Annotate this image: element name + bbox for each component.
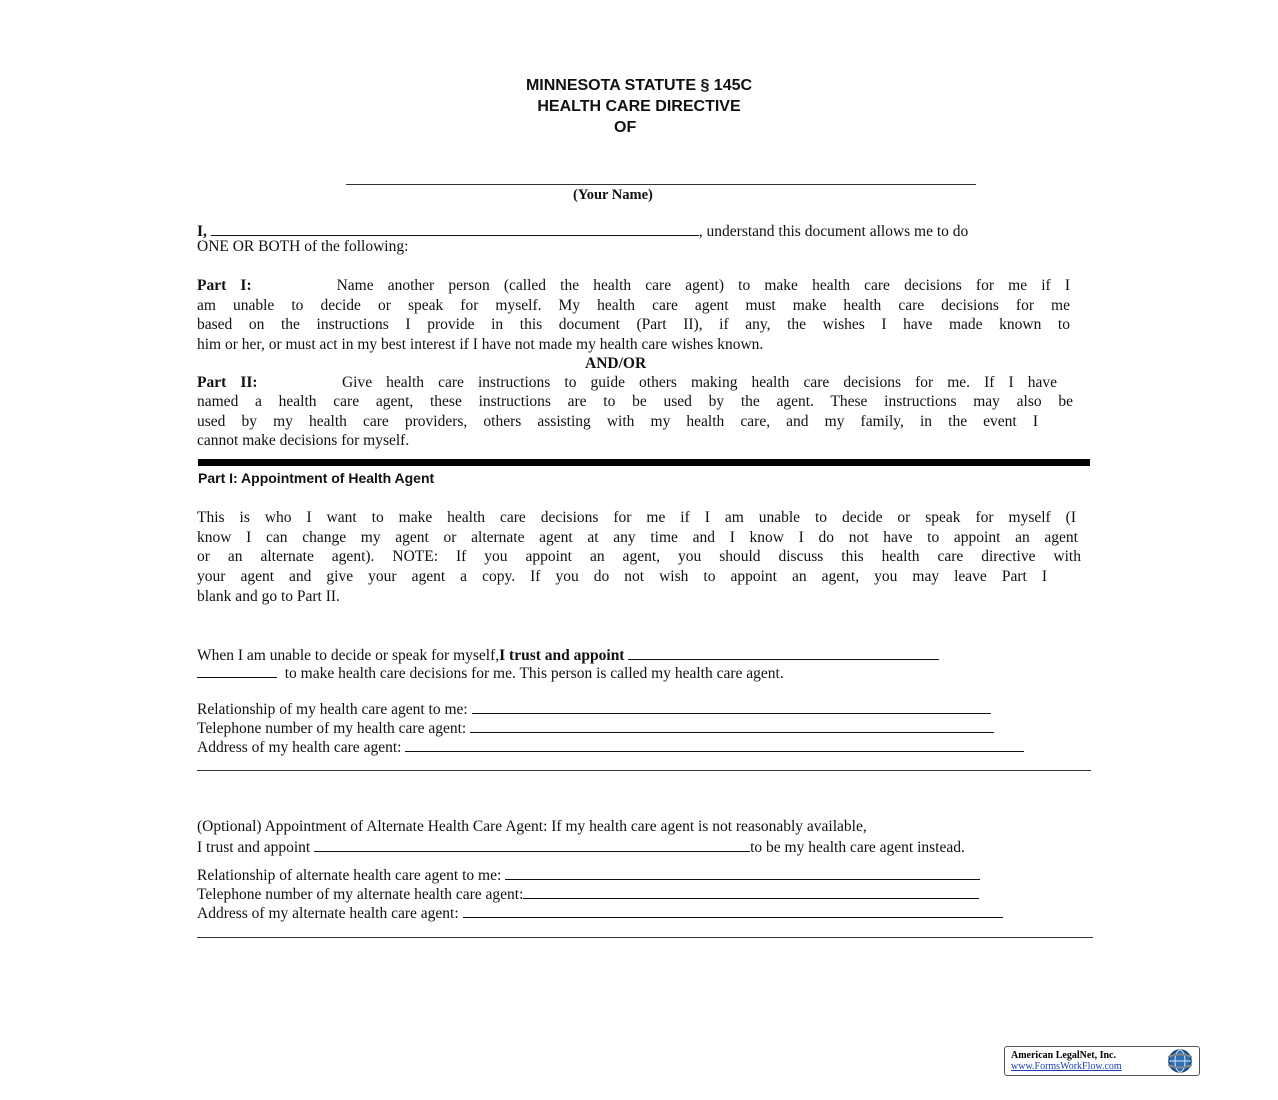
footer-url-link[interactable]: www.FormsWorkFlow.com [1011, 1061, 1122, 1072]
appointment-para-line: know I can change my agent or alternate agent at any time and I know I do not have to appoint an agent [197, 529, 1078, 546]
agent-telephone-row [197, 718, 994, 739]
alternate-telephone-field[interactable] [523, 884, 979, 899]
appointment-para-line: your agent and give your agent a copy. If you do not wish to appoint an agent, you may leave Part I [197, 568, 1047, 585]
alternate-telephone-label: Telephone number of my alternate health care agent: [197, 886, 524, 903]
your-name-label: (Your Name) [573, 187, 653, 203]
trust-bold: I trust and appoint [499, 647, 625, 664]
and-or-label: AND/OR [585, 355, 647, 372]
alternate-line2 [197, 837, 965, 858]
part2-summary-line: used by my health care providers, others assisting with my health care, and my family, in the event I [197, 413, 1038, 430]
alternate-address-field-line2[interactable] [197, 937, 1093, 938]
trust-prefix: When I am unable to decide or speak for myself, [197, 647, 500, 664]
part1-summary-line: am unable to decide or speak for myself. My health care agent must make health care decisions for me [197, 297, 1070, 314]
part2-summary-line: Part II: Give health care instructions to guide others making health care decisions for me. If I have [197, 374, 1057, 391]
agent-address-label: Address of my health care agent: [197, 739, 402, 756]
part2-summary-line: named a health care agent, these instructions are to be used by the agent. These instructions may also be [197, 393, 1073, 410]
agent-name-field[interactable] [628, 645, 939, 660]
agent-telephone-field[interactable] [470, 718, 994, 733]
alternate-address-field[interactable] [463, 903, 1003, 918]
form-title-line1: MINNESOTA STATUTE § 145C [525, 77, 753, 94]
footer-logo [1004, 1046, 1200, 1076]
part1-summary-line: him or her, or must act in my best interest if I have not made my health care wishes known. [197, 336, 764, 353]
agent-relationship-label: Relationship of my health care agent to me: [197, 701, 468, 718]
alternate-telephone-row [197, 884, 979, 905]
part2-summary-line: cannot make decisions for myself. [197, 432, 410, 449]
agent-address-field[interactable] [405, 737, 1024, 752]
intro-line2: ONE OR BOTH of the following: [197, 238, 409, 255]
footer-company-name: American LegalNet, Inc. [1011, 1050, 1116, 1061]
form-title-line2: HEALTH CARE DIRECTIVE [537, 98, 741, 115]
section-title: Part I: Appointment of Health Agent [198, 470, 435, 486]
intro-name-field[interactable] [211, 221, 699, 236]
alternate-address-row [197, 903, 1003, 924]
part2-label: Part II: [197, 374, 258, 391]
intro-i-label: I, [197, 223, 207, 240]
alternate-relationship-field[interactable] [505, 865, 980, 880]
agent-address-field-line2[interactable] [197, 770, 1091, 771]
agent-name-field-continued[interactable] [197, 663, 277, 678]
alternate-relationship-label: Relationship of alternate health care agent to me: [197, 867, 502, 884]
agent-address-row [197, 737, 1024, 758]
appointment-para-line: blank and go to Part II. [197, 588, 340, 605]
agent-relationship-field[interactable] [472, 699, 991, 714]
your-name-field[interactable] [346, 184, 976, 185]
trust-line2 [197, 663, 784, 684]
form-title-line3: OF [614, 119, 637, 136]
alternate-line1: (Optional) Appointment of Alternate Health Care Agent: If my health care agent is not reasonably available, [197, 818, 867, 835]
part1-summary-line: based on the instructions I provide in this document (Part II), if any, the wishes I have made known to [197, 316, 1070, 333]
part1-label: Part I: [197, 277, 252, 294]
agent-telephone-label: Telephone number of my health care agent: [197, 720, 467, 737]
part1-summary-line: Part I: Name another person (called the health care agent) to make health care decisions for me if I [197, 277, 1071, 294]
intro-understand-text: , understand this document allows me to do [698, 223, 969, 240]
alternate-suffix: to be my health care agent instead. [750, 839, 965, 856]
trust-line2-text: to make health care decisions for me. This person is called my health care agent. [284, 665, 784, 682]
alternate-relationship-row [197, 865, 980, 886]
appointment-para-line: This is who I want to make health care decisions for me if I am unable to decide or speak for myself (I [197, 509, 1076, 526]
appointment-para-line: or an alternate agent). NOTE: If you appoint an agent, you should discuss this health care directive with [197, 548, 1081, 565]
agent-relationship-row [197, 699, 991, 720]
alternate-address-label: Address of my alternate health care agent: [197, 905, 459, 922]
alternate-name-field[interactable] [314, 837, 750, 852]
alternate-prefix: I trust and appoint [197, 839, 311, 856]
globe-icon [1165, 1048, 1195, 1074]
section-divider [198, 459, 1090, 466]
